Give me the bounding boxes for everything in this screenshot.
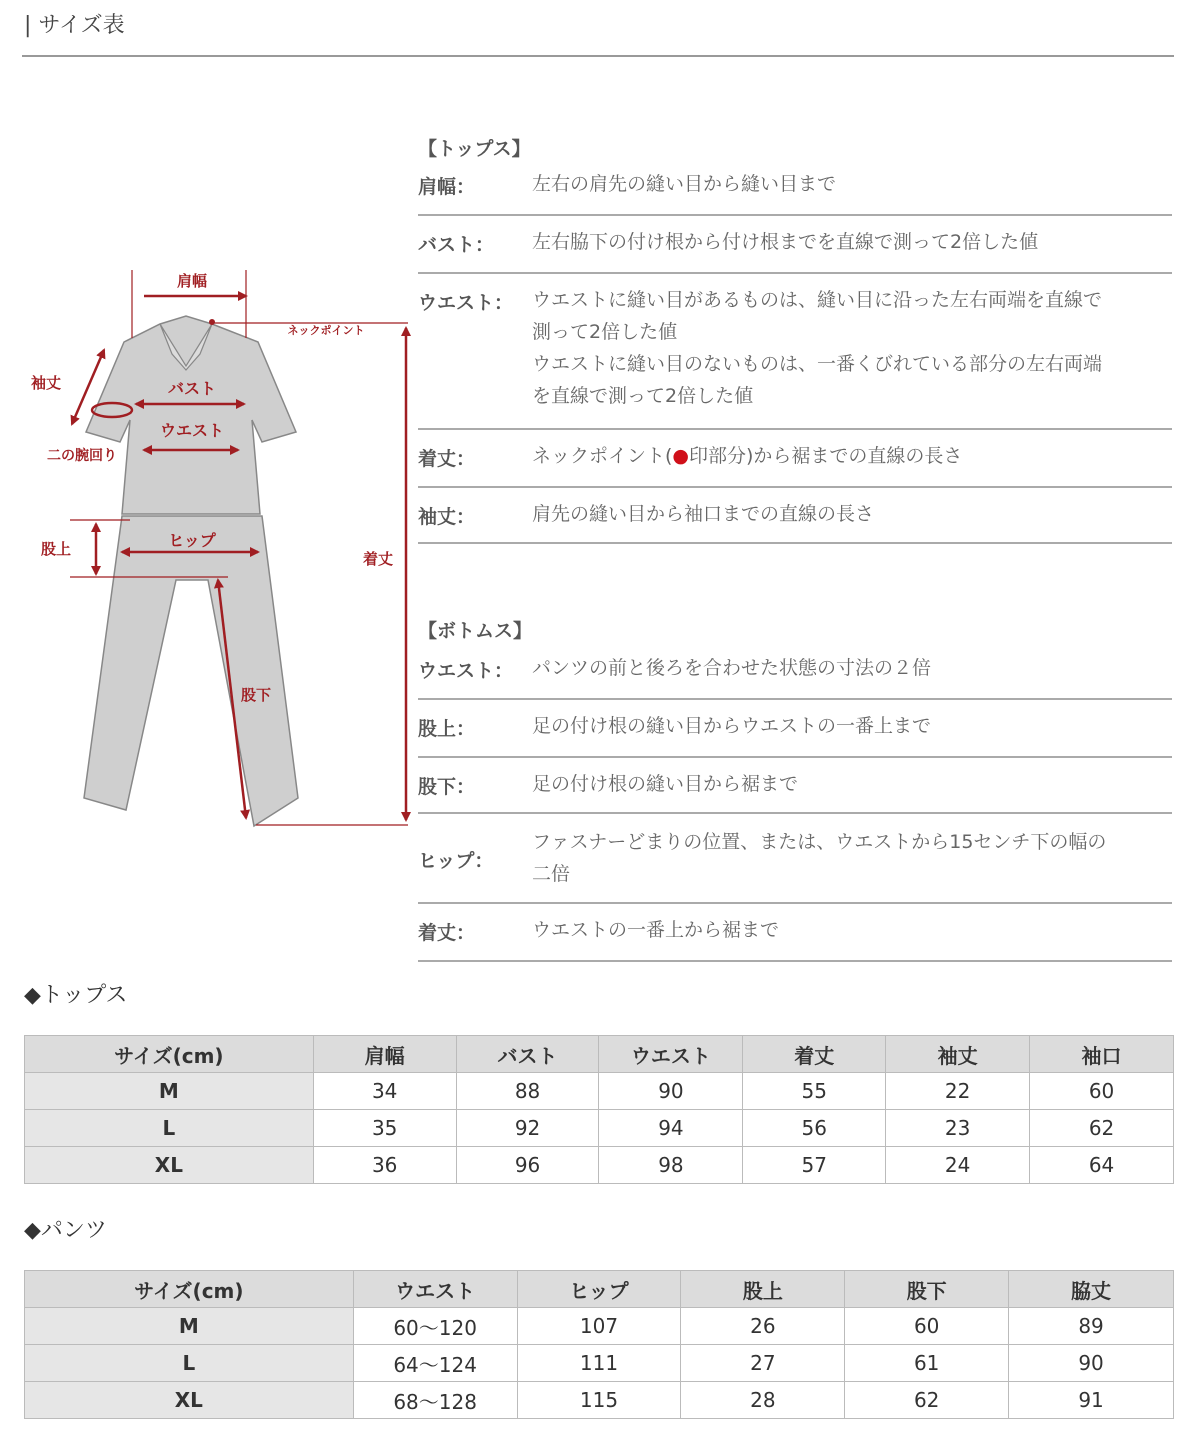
table-cell: 35 — [313, 1110, 456, 1147]
table-cell: 92 — [456, 1110, 599, 1147]
table-cell: 36 — [313, 1147, 456, 1184]
desc-inseam: 足の付け根の縫い目から裾まで — [532, 773, 799, 795]
label-shoulder: 肩幅 — [176, 272, 208, 290]
table-cell: 26 — [681, 1308, 845, 1345]
label-sleeve: 袖丈 — [30, 374, 62, 392]
table-cell: 60 — [1030, 1073, 1174, 1110]
table-cell: 57 — [743, 1147, 886, 1184]
tops-def-heading: 【トップス】 — [418, 138, 531, 160]
table-header-row — [25, 1271, 1174, 1308]
desc-pants-waist: パンツの前と後ろを合わせた状態の寸法の２倍 — [532, 657, 932, 679]
term-pants-waist: ウエスト： — [418, 660, 514, 682]
page-title: | サイズ表 — [24, 13, 125, 38]
table-cell: 98 — [599, 1147, 743, 1184]
label-upper-arm: 二の腕回り — [47, 448, 117, 464]
desc-sleeve: 肩先の縫い目から袖口までの直線の長さ — [532, 503, 875, 525]
desc-waist: ウエストに縫い目があるものは、縫い目に沿った左右両端を直線で 測って2倍した値 ウエストに縫い目のないものは、一番くびれている部分の左右両端 を直線で測って2倍した値 — [532, 289, 1103, 407]
table-row — [25, 1073, 1174, 1110]
size-cell: XL — [25, 1147, 314, 1184]
table-cell: 34 — [313, 1073, 456, 1110]
term-rise: 股上： — [418, 718, 476, 740]
title-divider — [22, 55, 1174, 57]
table-cell: 96 — [456, 1147, 599, 1184]
table-cell: 88 — [456, 1073, 599, 1110]
table-cell: 115 — [517, 1382, 681, 1419]
col-header: ウエスト — [599, 1036, 743, 1073]
table-cell: 94 — [599, 1110, 743, 1147]
table-row — [25, 1308, 1174, 1345]
label-inseam: 股下 — [240, 686, 272, 704]
desc-hip: ファスナーどまりの位置、または、ウエストから15センチ下の幅の 二倍 — [532, 831, 1107, 885]
label-rise: 股上 — [40, 540, 72, 558]
table-cell: 60 — [845, 1308, 1009, 1345]
table-cell: 64～124 — [353, 1345, 517, 1382]
col-header: 股下 — [845, 1271, 1009, 1308]
desc-bust: 左右脇下の付け根から付け根までを直線で測って2倍した値 — [532, 231, 1039, 253]
table-cell: 22 — [886, 1073, 1030, 1110]
neck-point-mark: ● — [672, 445, 690, 467]
table-cell: 28 — [681, 1382, 845, 1419]
term-length: 着丈： — [418, 448, 476, 470]
table-row — [25, 1382, 1174, 1419]
desc-shoulder: 左右の肩先の縫い目から縫い目まで — [532, 173, 837, 195]
label-bust: バスト — [167, 379, 217, 398]
size-cell: XL — [25, 1382, 354, 1419]
pants-shape — [84, 516, 298, 826]
label-waist: ウエスト — [159, 421, 225, 440]
table-cell: 91 — [1009, 1382, 1174, 1419]
bottoms-def-heading: 【ボトムス】 — [418, 620, 533, 642]
col-header: 袖口 — [1030, 1036, 1174, 1073]
table-cell: 107 — [517, 1308, 681, 1345]
col-header: サイズ(cm) — [25, 1036, 314, 1073]
table-cell: 55 — [743, 1073, 886, 1110]
term-sleeve: 袖丈： — [418, 506, 476, 528]
table-cell: 68～128 — [353, 1382, 517, 1419]
col-header: 脇丈 — [1009, 1271, 1174, 1308]
table-cell: 89 — [1009, 1308, 1174, 1345]
neck-point-dot — [209, 319, 215, 325]
col-header: 肩幅 — [313, 1036, 456, 1073]
col-header: 着丈 — [743, 1036, 886, 1073]
size-cell: L — [25, 1110, 314, 1147]
tops-table-heading: ◆トップス — [24, 983, 128, 1008]
pants-table-heading: ◆パンツ — [24, 1218, 107, 1243]
term-bust: バスト： — [418, 234, 495, 256]
table-cell: 27 — [681, 1345, 845, 1382]
col-header: ヒップ — [517, 1271, 681, 1308]
size-cell: M — [25, 1308, 354, 1345]
col-header: サイズ(cm) — [25, 1271, 354, 1308]
label-hip: ヒップ — [168, 531, 216, 550]
shirt-shape — [86, 316, 296, 514]
col-header: 袖丈 — [886, 1036, 1030, 1073]
table-row — [25, 1147, 1174, 1184]
col-header: ウエスト — [353, 1271, 517, 1308]
table-cell: 61 — [845, 1345, 1009, 1382]
table-row — [25, 1110, 1174, 1147]
table-row — [25, 1345, 1174, 1382]
pants-size-table — [24, 1270, 1174, 1419]
table-cell: 64 — [1030, 1147, 1174, 1184]
size-cell: M — [25, 1073, 314, 1110]
tops-size-table — [24, 1035, 1174, 1184]
table-cell: 60～120 — [353, 1308, 517, 1345]
table-cell: 90 — [599, 1073, 743, 1110]
term-waist: ウエスト： — [418, 292, 514, 314]
table-cell: 62 — [845, 1382, 1009, 1419]
desc-length: ネックポイント(●印部分)から裾までの直線の長さ — [532, 445, 963, 467]
table-header-row — [25, 1036, 1174, 1073]
table-cell: 56 — [743, 1110, 886, 1147]
term-pants-length: 着丈： — [418, 922, 476, 944]
table-cell: 90 — [1009, 1345, 1174, 1382]
col-header: バスト — [456, 1036, 599, 1073]
desc-pants-length: ウエストの一番上から裾まで — [532, 919, 780, 941]
table-cell: 62 — [1030, 1110, 1174, 1147]
size-cell: L — [25, 1345, 354, 1382]
term-shoulder: 肩幅： — [418, 176, 476, 198]
table-cell: 23 — [886, 1110, 1030, 1147]
term-hip: ヒップ： — [418, 850, 494, 872]
col-header: 股上 — [681, 1271, 845, 1308]
label-neck-point: ネックポイント — [287, 324, 365, 337]
label-length: 着丈 — [362, 550, 394, 568]
table-cell: 24 — [886, 1147, 1030, 1184]
measurement-diagram — [0, 270, 420, 830]
table-cell: 111 — [517, 1345, 681, 1382]
term-inseam: 股下： — [418, 776, 476, 798]
desc-rise: 足の付け根の縫い目からウエストの一番上まで — [532, 715, 932, 737]
